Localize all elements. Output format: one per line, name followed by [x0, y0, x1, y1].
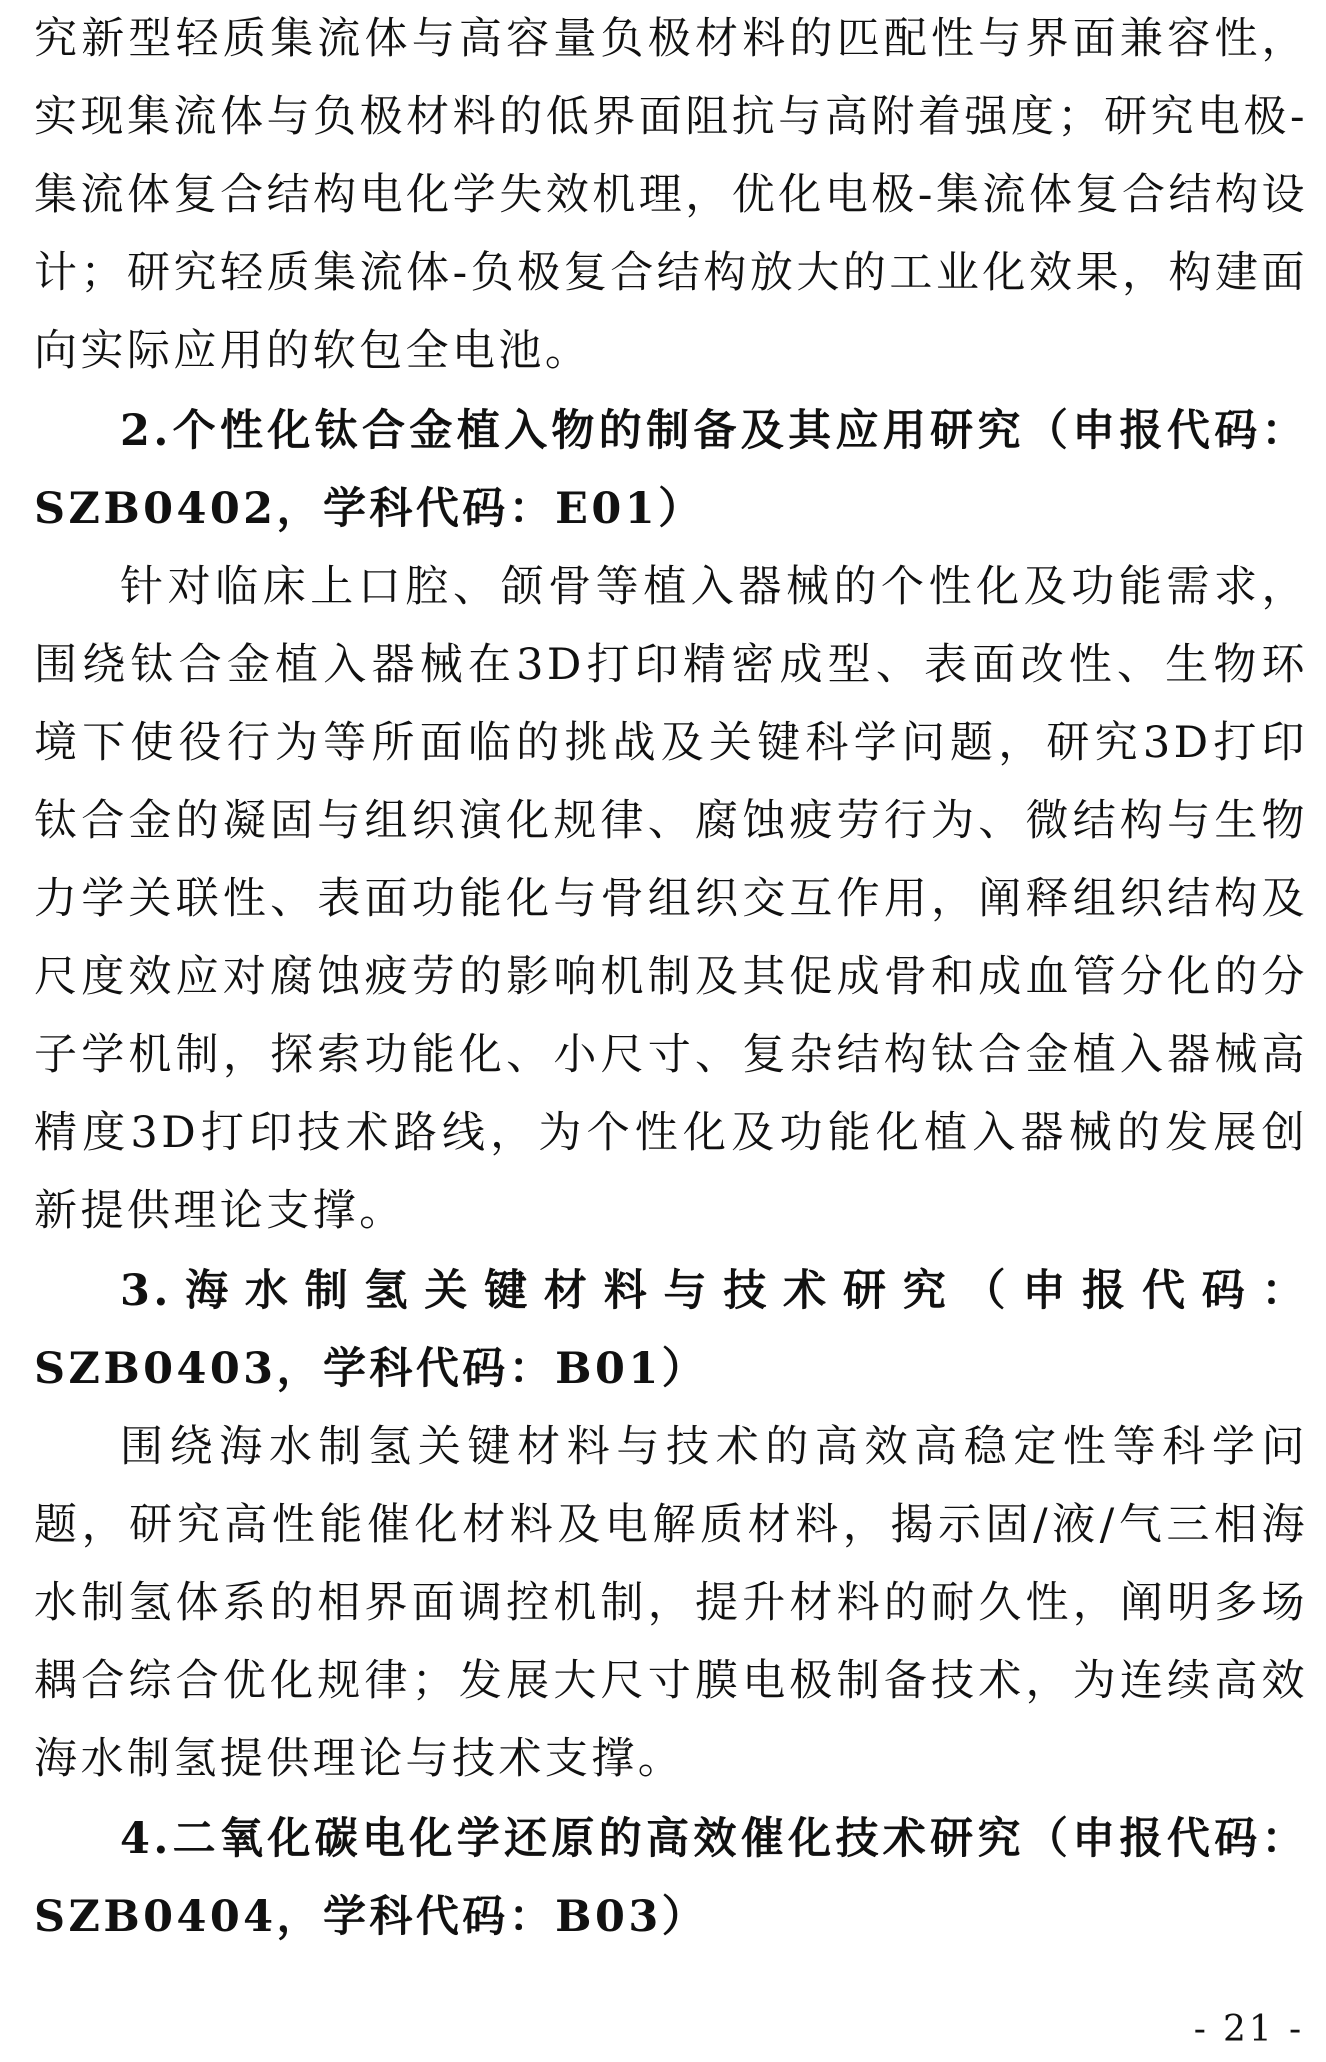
- section-heading-4: 4.二氧化碳电化学还原的高效催化技术研究（申报代码：SZB0404，学科代码：B03）: [34, 1814, 1308, 1942]
- paragraph-continuation: 究新型轻质集流体与高容量负极材料的匹配性与界面兼容性，实现集流体与负极材料的低界面阻抗与高附着强度；研究电极-集流体复合结构电化学失效机理，优化电极-集流体复合结构设计；研究轻质集流体-负极复合结构放大的工业化效果，构建面向实际应用的软包全电池。: [34, 14, 1308, 376]
- paragraph-section-3: 围绕海水制氢关键材料与技术的高效高稳定性等科学问题，研究高性能催化材料及电解质材料，揭示固/液/气三相海水制氢体系的相界面调控机制，提升材料的耐久性，阐明多场耦合综合优化规律；发展大尺寸膜电极制备技术，为连续高效海水制氢提供理论与技术支撑。: [34, 1422, 1308, 1784]
- section-heading-2: 2.个性化钛合金植入物的制备及其应用研究（申报代码：SZB0402，学科代码：E01）: [34, 406, 1308, 534]
- paragraph-section-2: 针对临床上口腔、颌骨等植入器械的个性化及功能需求，围绕钛合金植入器械在3D打印精密成型、表面改性、生物环境下使役行为等所面临的挑战及关键科学问题，研究3D打印钛合金的凝固与组织演化规律、腐蚀疲劳行为、微结构与生物力学关联性、表面功能化与骨组织交互作用，阐释组织结构及尺度效应对腐蚀疲劳的影响机制及其促成骨和成血管分化的分子学机制，探索功能化、小尺寸、复杂结构钛合金植入器械高精度3D打印技术路线，为个性化及功能化植入器械的发展创新提供理论支撑。: [34, 562, 1308, 1236]
- page-number: - 21 -: [1193, 2009, 1304, 2050]
- section-heading-3: 3.海水制氢关键材料与技术研究（申报代码：SZB0403，学科代码：B01）: [34, 1266, 1308, 1394]
- page-content: [34, 0, 1308, 1956]
